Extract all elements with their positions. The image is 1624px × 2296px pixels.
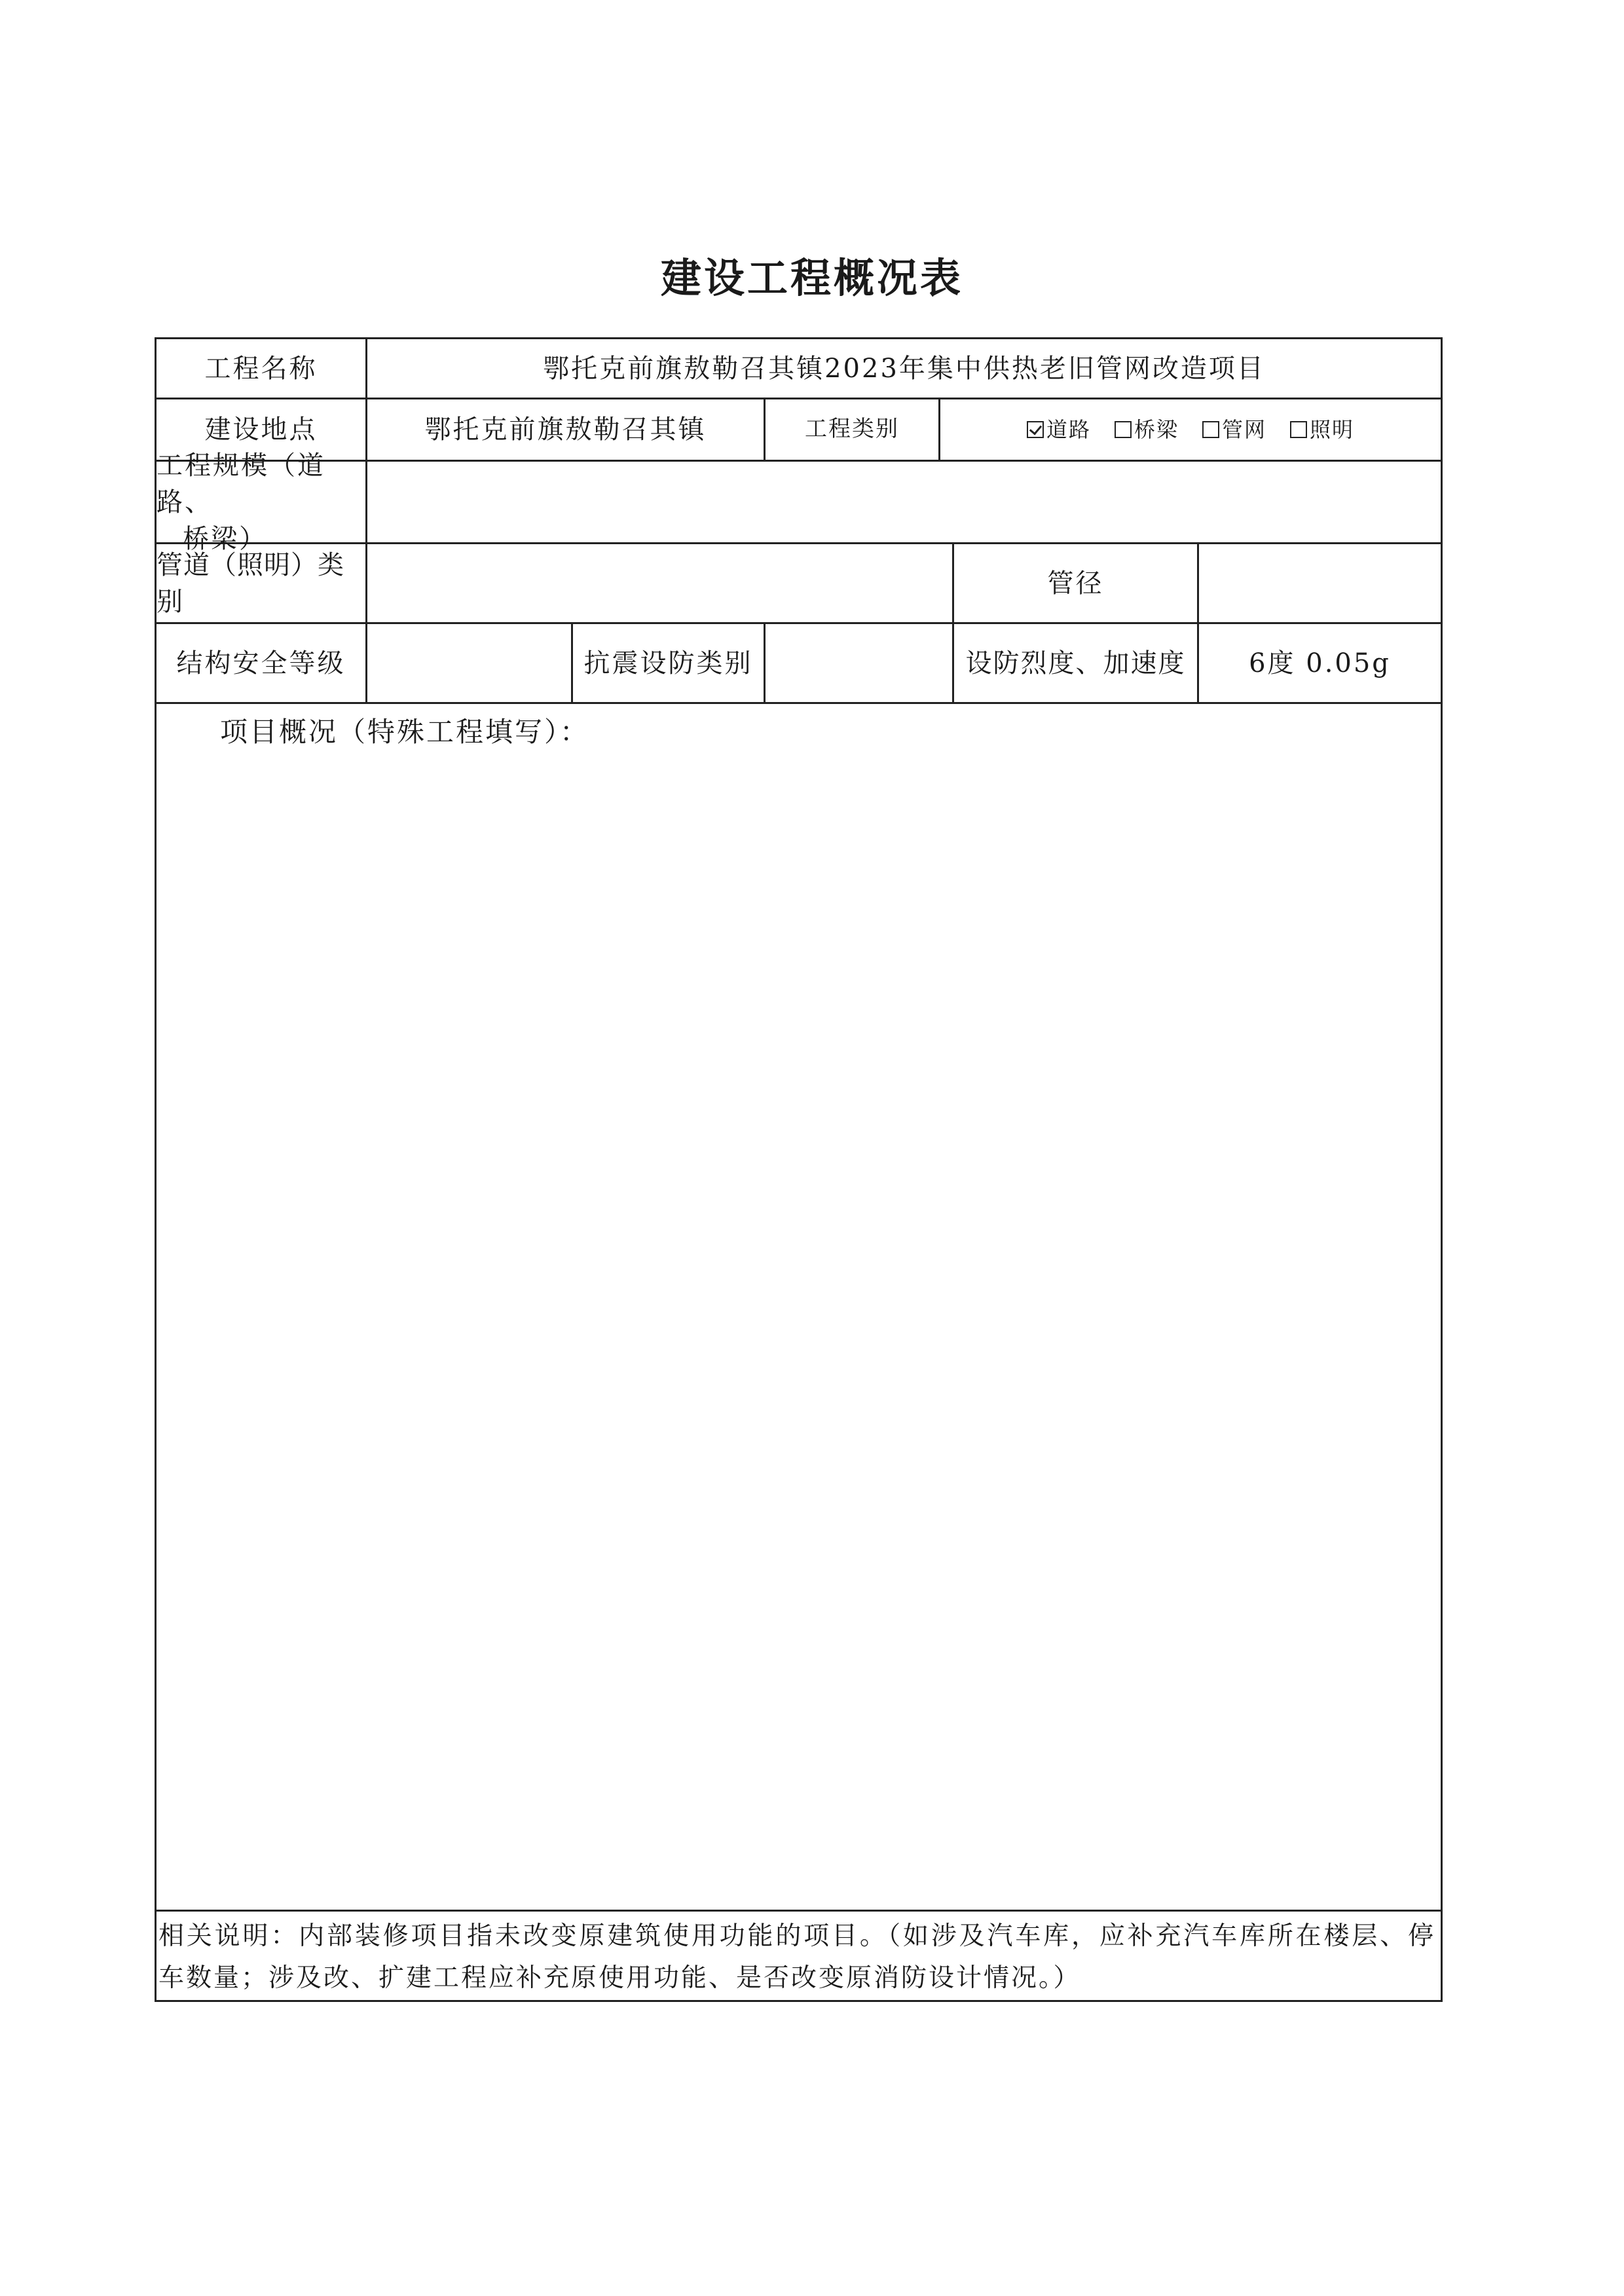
category-option-pipe-network[interactable]: 管网 (1202, 415, 1266, 445)
row-divider (155, 702, 1443, 704)
checkbox-empty-icon (1115, 421, 1132, 438)
scale-value (367, 462, 1441, 542)
project-overview-table (155, 337, 1443, 2002)
seismic-intensity-value: 6度 0.05g (1249, 648, 1391, 678)
checkbox-checked-icon (1027, 421, 1044, 438)
project-name-label: 工程名称 (204, 353, 318, 384)
row-divider (155, 1910, 1443, 1912)
category-option-lighting[interactable]: 照明 (1290, 415, 1354, 445)
scale-label: 工程规模（道路、 桥梁） (157, 450, 325, 554)
pipe-diameter-label: 管径 (1047, 568, 1104, 599)
category-label: 工程类别 (805, 416, 899, 443)
project-name-value: 鄂托克前旗敖勒召其镇2023年集中供热老旧管网改造项目 (543, 353, 1265, 384)
table-border-bottom (155, 2000, 1443, 2002)
pipe-type-label: 管道（照明）类别 (157, 549, 344, 617)
category-option-bridge[interactable]: 桥梁 (1115, 415, 1179, 445)
pipe-type-value (367, 544, 952, 622)
structure-grade-value (367, 624, 571, 702)
seismic-category-label: 抗震设防类别 (583, 648, 753, 678)
table-border-right (1441, 337, 1443, 2002)
location-label: 建设地点 (204, 415, 318, 445)
seismic-intensity-label: 设防烈度、加速度 (965, 648, 1186, 678)
seismic-category-value (766, 624, 952, 702)
related-notes: 相关说明：内部装修项目指未改变原建筑使用功能的项目。（如涉及汽车库，应补充汽车库所在楼层、停车数量；涉及改、扩建工程应补充原使用功能、是否改变原消防设计情况。） (158, 1921, 1435, 1993)
checkbox-empty-icon (1290, 421, 1307, 438)
category-option-road[interactable]: 道路 (1027, 415, 1091, 445)
project-overview-label: 项目概况（特殊工程填写）： (220, 716, 590, 748)
location-value: 鄂托克前旗敖勒召其镇 (424, 415, 707, 445)
checkbox-empty-icon (1202, 421, 1219, 438)
category-options (940, 399, 1441, 460)
page-title: 建设工程概况表 (660, 254, 963, 302)
pipe-diameter-value (1199, 544, 1441, 622)
structure-grade-label: 结构安全等级 (176, 648, 346, 678)
